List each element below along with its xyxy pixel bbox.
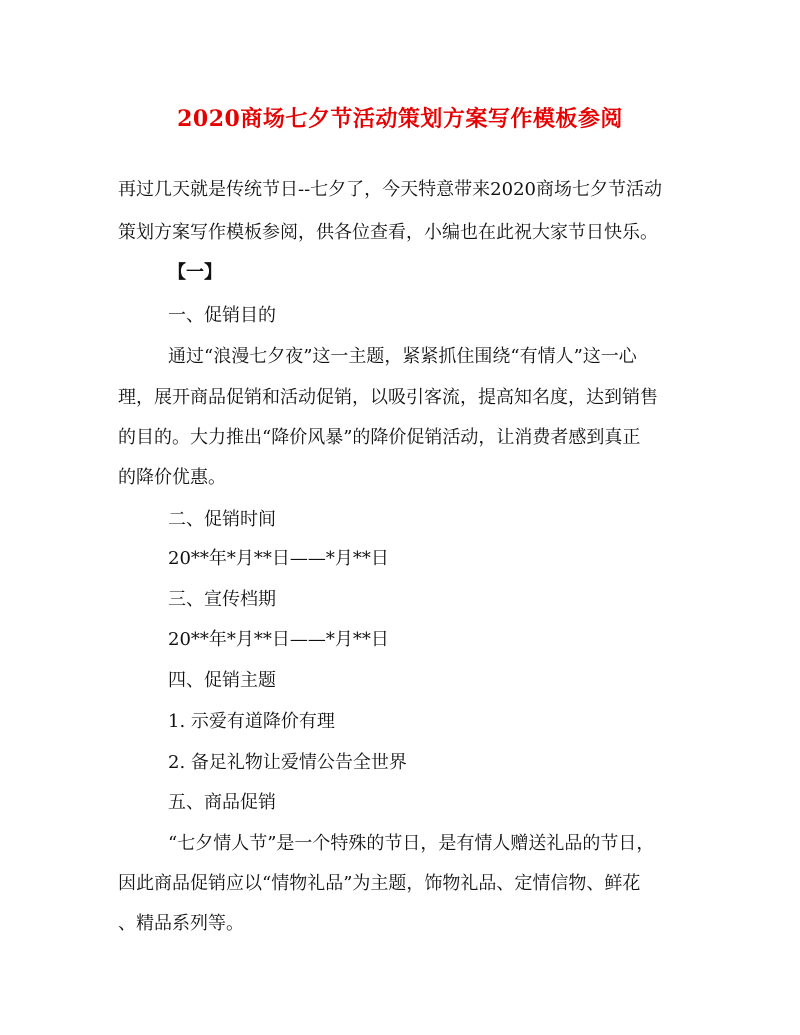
section-heading: 二、促销时间 — [168, 509, 276, 530]
theme-list-item: 1. 示爱有道降价有理 — [168, 711, 335, 732]
purpose-paragraph-line: 的目的。大力推出“降价风暴”的降价促销活动，让消费者感到真正 — [118, 427, 641, 448]
document-title: 2020商场七夕节活动策划方案写作模板参阅 — [177, 106, 623, 132]
section-heading: 四、促销主题 — [168, 670, 276, 691]
theme-list-item: 2. 备足礼物让爱情公告全世界 — [168, 752, 407, 773]
section-heading: 一、促销目的 — [168, 305, 276, 326]
purpose-paragraph-line: 的降价优惠。 — [118, 467, 226, 488]
purpose-paragraph-line: 理，展开商品促销和活动促销，以吸引客流，提高知名度，达到销售 — [118, 387, 658, 408]
goods-paragraph-line: 因此商品促销应以“情物礼品”为主题，饰物礼品、定情信物、鲜花 — [118, 873, 641, 894]
goods-paragraph-line: 、精品系列等。 — [118, 913, 244, 934]
section-heading: 五、商品促销 — [168, 792, 276, 813]
publicity-time-text: 20**年*月**日——*月**日 — [168, 629, 389, 650]
purpose-paragraph-line: 通过“浪漫七夕夜”这一主题，紧紧抓住围绕“有情人”这一心 — [168, 346, 637, 367]
promo-time-text: 20**年*月**日——*月**日 — [168, 548, 389, 569]
section-heading: 三、宣传档期 — [168, 589, 276, 610]
goods-paragraph-line: “七夕情人节”是一个特殊的节日，是有情人赠送礼品的节日， — [168, 833, 655, 854]
intro-paragraph-line: 策划方案写作模板参阅，供各位查看，小编也在此祝大家节日快乐。 — [118, 222, 658, 243]
section-marker: 【一】 — [168, 262, 222, 283]
intro-paragraph-line: 再过几天就是传统节日--七夕了，今天特意带来2020商场七夕节活动 — [118, 179, 662, 200]
